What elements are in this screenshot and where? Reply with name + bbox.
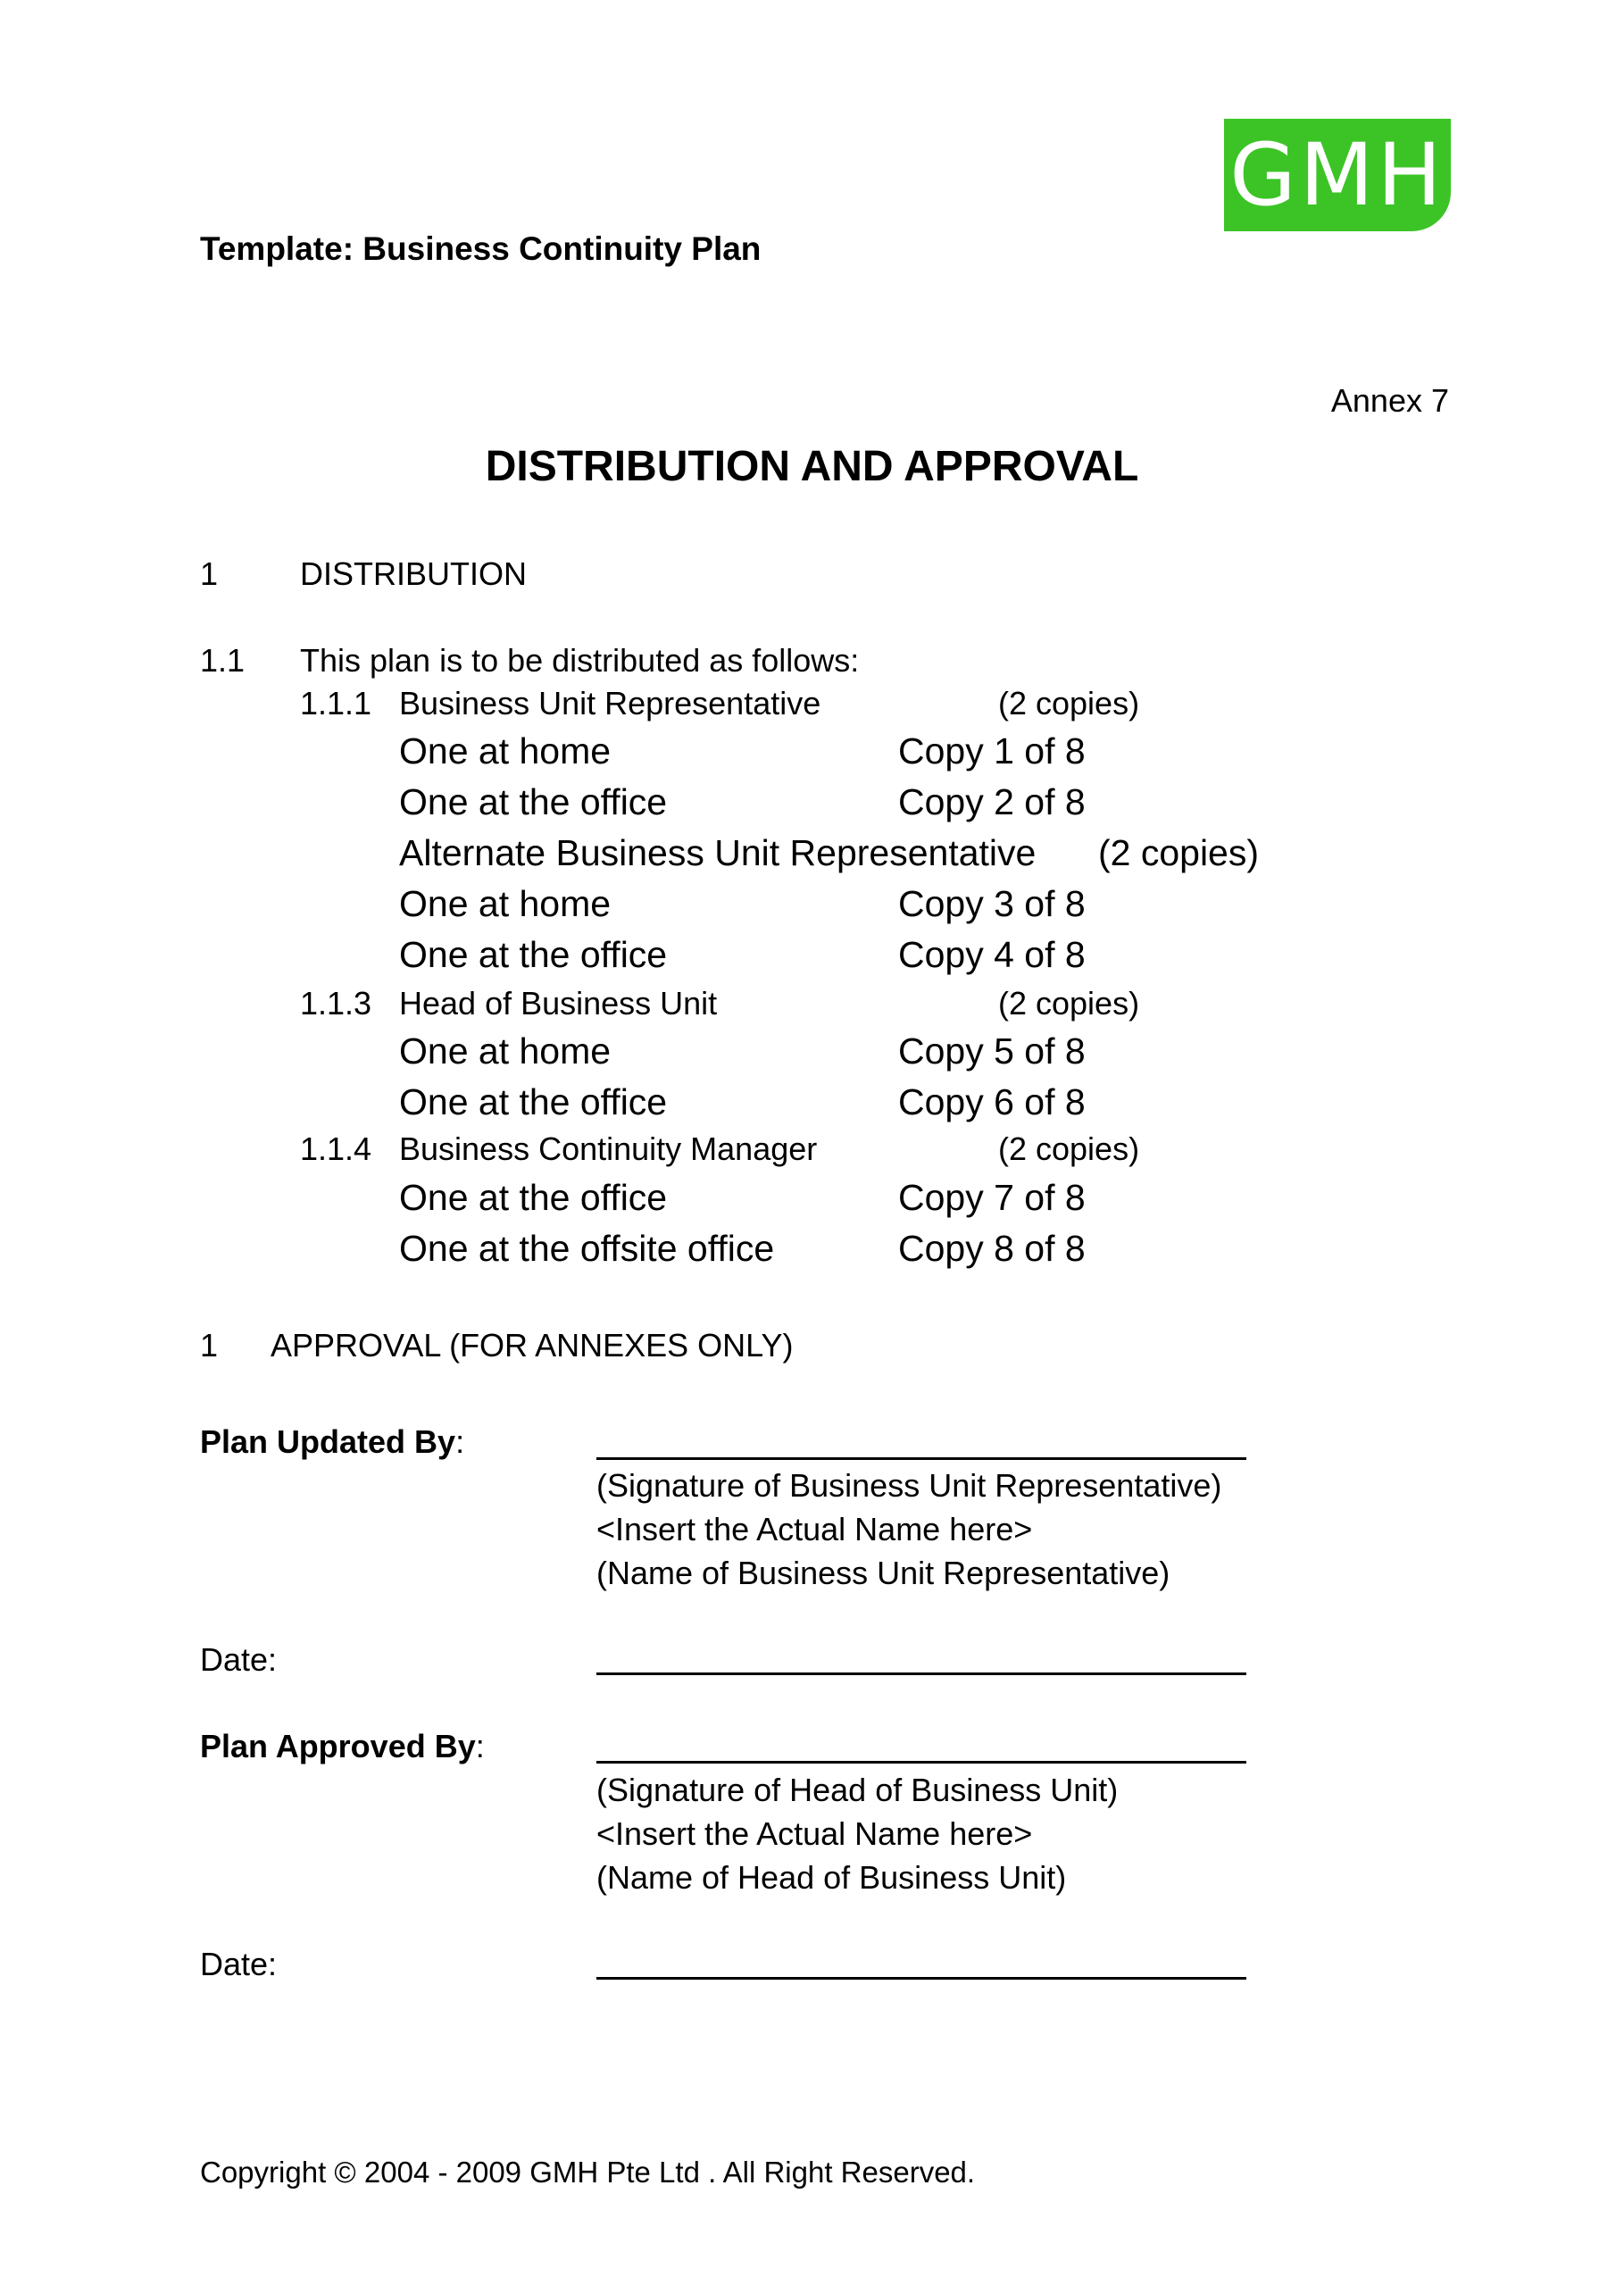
distribution-item-copy: Copy 3 of 8 bbox=[898, 883, 1086, 924]
section-1-heading: DISTRIBUTION bbox=[300, 555, 528, 592]
distribution-item-label: One at home bbox=[399, 730, 612, 772]
name-placeholder: <Insert the Actual Name here> bbox=[596, 1815, 1033, 1852]
date-line bbox=[596, 1672, 1246, 1675]
plan-approved-by-label: Plan Approved By: bbox=[200, 1728, 485, 1764]
section-1-number: 1 bbox=[200, 555, 219, 592]
distribution-item-copy: Copy 4 of 8 bbox=[898, 934, 1086, 975]
signature-caption: (Signature of Head of Business Unit) bbox=[596, 1772, 1119, 1808]
distribution-item-label: One at the office bbox=[399, 1177, 668, 1218]
group-3-number: 1.1.3 bbox=[300, 985, 372, 1022]
document-header-title: Template: Business Continuity Plan bbox=[200, 230, 762, 267]
group-2-label: Alternate Business Unit Representative bbox=[399, 832, 1037, 873]
group-1-number: 1.1.1 bbox=[300, 685, 372, 721]
subsection-1-1-number: 1.1 bbox=[200, 642, 246, 679]
gmh-logo bbox=[1224, 119, 1451, 231]
group-3-label: Head of Business Unit bbox=[399, 985, 718, 1022]
distribution-item-label: One at the offsite office bbox=[399, 1228, 775, 1269]
plan-updated-by-label: Plan Updated By: bbox=[200, 1423, 465, 1460]
page-title: DISTRIBUTION AND APPROVAL bbox=[485, 443, 1139, 490]
approved-by-signature-line bbox=[596, 1761, 1246, 1764]
section-2-heading: APPROVAL (FOR ANNEXES ONLY) bbox=[271, 1327, 794, 1364]
group-2-copies: (2 copies) bbox=[1098, 832, 1260, 873]
signature-caption: (Signature of Business Unit Representative) bbox=[596, 1467, 1222, 1504]
date-label: Date: bbox=[200, 1641, 278, 1678]
group-4-number: 1.1.4 bbox=[300, 1130, 372, 1167]
distribution-item-label: One at the office bbox=[399, 1081, 668, 1122]
distribution-item-copy: Copy 5 of 8 bbox=[898, 1030, 1086, 1072]
group-1-label: Business Unit Representative bbox=[399, 685, 821, 721]
distribution-item-copy: Copy 7 of 8 bbox=[898, 1177, 1086, 1218]
distribution-item-label: One at home bbox=[399, 883, 612, 924]
distribution-item-copy: Copy 2 of 8 bbox=[898, 781, 1086, 822]
copyright-footer: Copyright © 2004 - 2009 GMH Pte Ltd . All Right Reserved. bbox=[200, 2156, 976, 2189]
distribution-item-copy: Copy 1 of 8 bbox=[898, 730, 1086, 772]
distribution-item-copy: Copy 8 of 8 bbox=[898, 1228, 1086, 1269]
group-4-label: Business Continuity Manager bbox=[399, 1130, 818, 1167]
group-4-copies: (2 copies) bbox=[998, 1130, 1140, 1167]
group-3-copies: (2 copies) bbox=[998, 985, 1140, 1022]
updated-by-signature-line bbox=[596, 1457, 1246, 1460]
name-caption: (Name of Business Unit Representative) bbox=[596, 1555, 1170, 1591]
subsection-1-1-text: This plan is to be distributed as follows: bbox=[300, 642, 860, 679]
name-caption: (Name of Head of Business Unit) bbox=[596, 1859, 1067, 1896]
distribution-item-label: One at home bbox=[399, 1030, 612, 1072]
date-label: Date: bbox=[200, 1946, 278, 1982]
name-placeholder: <Insert the Actual Name here> bbox=[596, 1511, 1033, 1547]
section-2-number: 1 bbox=[200, 1327, 219, 1364]
distribution-item-label: One at the office bbox=[399, 781, 668, 822]
distribution-item-label: One at the office bbox=[399, 934, 668, 975]
date-line bbox=[596, 1977, 1246, 1980]
group-1-copies: (2 copies) bbox=[998, 685, 1140, 721]
annex-label: Annex 7 bbox=[1330, 382, 1449, 419]
logo-text: GMH bbox=[1229, 125, 1445, 225]
distribution-item-copy: Copy 6 of 8 bbox=[898, 1081, 1086, 1122]
